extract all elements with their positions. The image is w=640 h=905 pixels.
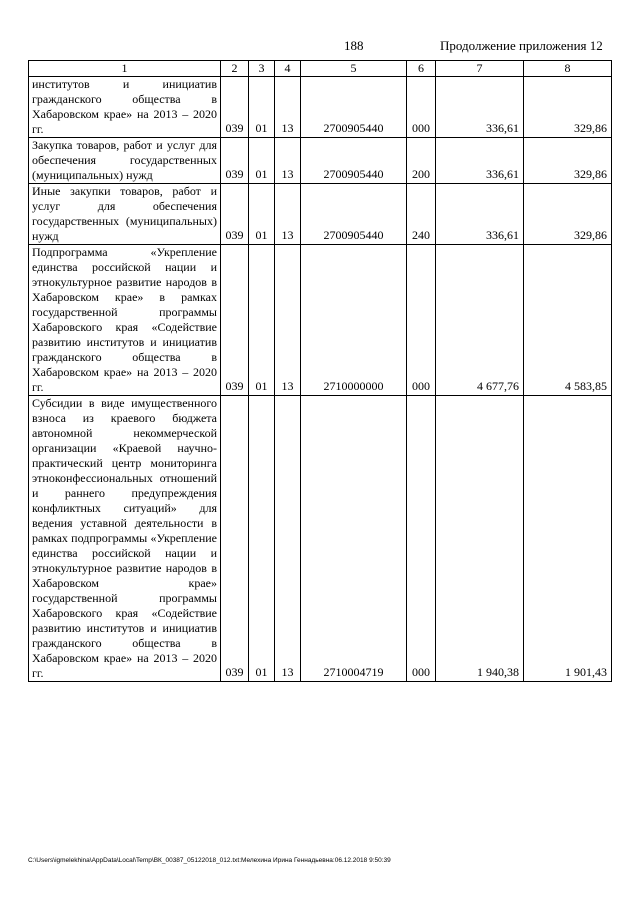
- column-header: 8: [524, 61, 612, 77]
- cell-code-5: 2700905440: [301, 138, 407, 184]
- column-header: 6: [407, 61, 436, 77]
- cell-code-4: 13: [275, 396, 301, 682]
- page-number: 188: [344, 38, 364, 53]
- table-header-row: [29, 61, 612, 77]
- row-name: Закупка товаров, работ и услуг для обеспечения государственных (муниципальных) нужд: [29, 138, 221, 184]
- table-row: [29, 245, 612, 396]
- cell-code-3: 01: [249, 245, 275, 396]
- cell-code-5: 2710000000: [301, 245, 407, 396]
- cell-amount-8: 4 583,85: [524, 245, 612, 396]
- cell-amount-7: 1 940,38: [436, 396, 524, 682]
- column-header: 5: [301, 61, 407, 77]
- cell-code-3: 01: [249, 184, 275, 245]
- cell-amount-7: 4 677,76: [436, 245, 524, 396]
- cell-code-5: 2700905440: [301, 184, 407, 245]
- row-name: Подпрограмма «Укрепление единства российской нации и этнокультурное развитие народов в Хабаровском крае» в рамках государственной программы Хабаровского края «Содействие развитию институтов и инициатив гражданского общества в Хабаровском крае» на 2013 – 2020 гг.: [29, 245, 221, 396]
- cell-amount-7: 336,61: [436, 138, 524, 184]
- table-row: [29, 138, 612, 184]
- cell-code-6: 200: [407, 138, 436, 184]
- column-header: 2: [221, 61, 249, 77]
- cell-amount-8: 329,86: [524, 184, 612, 245]
- table-row: [29, 77, 612, 138]
- cell-code-4: 13: [275, 184, 301, 245]
- column-header: 4: [275, 61, 301, 77]
- cell-amount-7: 336,61: [436, 184, 524, 245]
- cell-code-3: 01: [249, 77, 275, 138]
- column-header: 3: [249, 61, 275, 77]
- cell-code-5: 2710004719: [301, 396, 407, 682]
- cell-code-6: 000: [407, 77, 436, 138]
- cell-code-2: 039: [221, 396, 249, 682]
- budget-table: [28, 60, 612, 682]
- cell-code-2: 039: [221, 77, 249, 138]
- cell-amount-8: 329,86: [524, 138, 612, 184]
- cell-code-2: 039: [221, 184, 249, 245]
- cell-code-6: 000: [407, 245, 436, 396]
- cell-code-3: 01: [249, 138, 275, 184]
- cell-code-5: 2700905440: [301, 77, 407, 138]
- appendix-continuation-label: Продолжение приложения 12: [440, 38, 603, 53]
- cell-code-3: 01: [249, 396, 275, 682]
- table-row: [29, 396, 612, 682]
- cell-code-2: 039: [221, 245, 249, 396]
- cell-code-2: 039: [221, 138, 249, 184]
- cell-code-6: 000: [407, 396, 436, 682]
- column-header: 7: [436, 61, 524, 77]
- row-name: институтов и инициатив гражданского общества в Хабаровском крае» на 2013 – 2020 гг.: [29, 77, 221, 138]
- cell-code-6: 240: [407, 184, 436, 245]
- cell-amount-8: 329,86: [524, 77, 612, 138]
- cell-code-4: 13: [275, 77, 301, 138]
- column-header: 1: [29, 61, 221, 77]
- file-path-footer: C:\Users\igmelekhina\AppData\Local\Temp\ВК_00387_05122018_012.txt:Мелехина Ирина Геннадьевна:06.12.2018 9:50:39: [28, 857, 391, 864]
- cell-code-4: 13: [275, 138, 301, 184]
- cell-code-4: 13: [275, 245, 301, 396]
- row-name: Субсидии в виде имущественного взноса из краевого бюджета автономной некоммерческой организации «Краевой научно-практический центр мониторинга этноконфессиональных отношений и раннего предупреждения конфликтных ситуаций» для ведения уставной деятельности в рамках подпрограммы «Укрепление единства российской нации и этнокультурное развитие народов в Хабаровском крае» государственной программы Хабаровского края «Содействие развитию институтов и инициатив гражданского общества в Хабаровском крае» на 2013 – 2020 гг.: [29, 396, 221, 682]
- cell-amount-8: 1 901,43: [524, 396, 612, 682]
- row-name: Иные закупки товаров, работ и услуг для обеспечения государственных (муниципальных) нужд: [29, 184, 221, 245]
- cell-amount-7: 336,61: [436, 77, 524, 138]
- table-row: [29, 184, 612, 245]
